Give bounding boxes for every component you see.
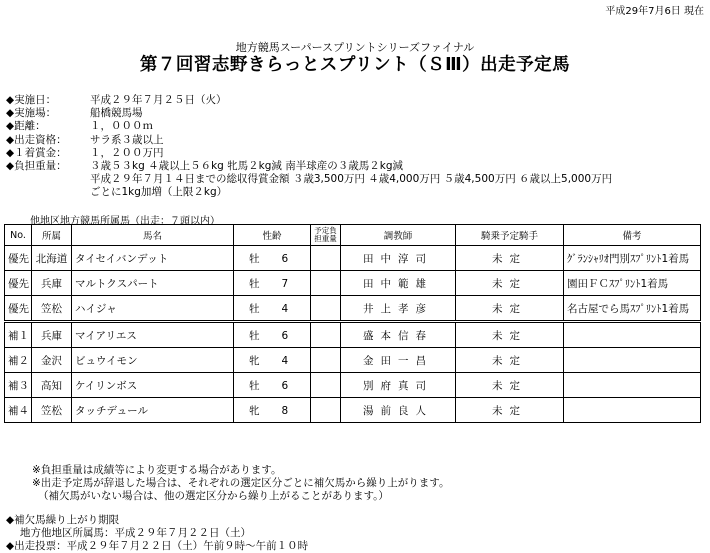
- cell-weight: [311, 398, 341, 423]
- series-name: 地方競馬スーパースプリントシリーズファイナル: [235, 41, 475, 54]
- info-value: サラ系３歳以上: [90, 133, 164, 146]
- cell-sex: 牝: [249, 404, 260, 417]
- table-row: [5, 296, 701, 322]
- cell-trainer: 金田一昌: [341, 348, 456, 373]
- info-value: １，２００万円: [90, 146, 164, 159]
- table-row: [5, 373, 701, 398]
- info-venue: [6, 107, 612, 120]
- table-header-row: [5, 225, 701, 246]
- info-distance: [6, 120, 612, 133]
- cell-no: 優先: [5, 271, 32, 296]
- cell-jockey: 未定: [456, 348, 564, 373]
- cell-no: 補４: [5, 398, 32, 423]
- cell-sex: 牡: [249, 277, 260, 290]
- cell-weight: [311, 271, 341, 296]
- info-label: ◆出走資格：: [6, 133, 67, 146]
- entries-table: [4, 224, 701, 423]
- cell-horse: マイアリエス: [72, 322, 234, 348]
- table-section-label: 他地区地方競馬所属馬（出走：７頭以内）: [30, 216, 220, 227]
- cell-sex: 牡: [249, 329, 260, 342]
- info-label: ◆１着賞金：: [6, 146, 67, 159]
- cell-jockey: 未定: [456, 373, 564, 398]
- cell-sex-age: [234, 348, 311, 373]
- cell-age: 6: [281, 329, 289, 342]
- cell-trainer: 田中範雄: [341, 271, 456, 296]
- cell-jockey: 未定: [456, 271, 564, 296]
- cell-affiliation: 高知: [32, 373, 72, 398]
- header-remarks: 備考: [564, 225, 701, 246]
- info-label: ◆実施場：: [6, 107, 57, 120]
- table-row: [5, 246, 701, 271]
- cell-affiliation: 兵庫: [32, 322, 72, 348]
- cell-jockey: 未定: [456, 322, 564, 348]
- info-label: ◆負担重量：: [6, 160, 67, 173]
- cell-affiliation: 兵庫: [32, 271, 72, 296]
- cell-horse: マルトクスパート: [72, 271, 234, 296]
- cell-remarks: 園田ＦＣｽﾌﾟﾘﾝﾄ1着馬: [564, 271, 701, 296]
- cell-affiliation: 笠松: [32, 398, 72, 423]
- info-weight-detail: 平成２９年７月１４日までの総収得賞金額 ３歳3,500万円 ４歳4,000万円 ５歳4,500万円 ６歳以上5,000万円: [90, 173, 613, 186]
- cell-sex: 牡: [249, 302, 260, 315]
- header-affiliation: 所属: [32, 225, 72, 246]
- info-prize: [6, 147, 612, 160]
- cell-trainer: 湯前良人: [341, 398, 456, 423]
- note-substitute: （補欠馬がいない場合は、他の選定区分から繰り上がることがあります。）: [38, 490, 389, 502]
- cell-affiliation: 笠松: [32, 296, 72, 322]
- cell-no: 補１: [5, 322, 32, 348]
- deadline-title: ◆補欠馬繰り上がり期限: [6, 514, 120, 526]
- header-jockey: 騎乗予定騎手: [456, 225, 564, 246]
- cell-sex-age: [234, 373, 311, 398]
- cell-sex-age: [234, 322, 311, 348]
- cell-age: 4: [281, 302, 289, 315]
- notes: [32, 464, 449, 503]
- race-info: [6, 94, 612, 200]
- cell-no: 優先: [5, 296, 32, 322]
- cell-weight: [311, 322, 341, 348]
- table-row: [5, 271, 701, 296]
- table-row: [5, 398, 701, 423]
- info-label: ◆距離：: [6, 120, 46, 133]
- cell-remarks: [564, 348, 701, 373]
- cell-age: 6: [281, 252, 289, 265]
- cell-age: 7: [281, 277, 289, 290]
- cell-trainer: 田中淳司: [341, 246, 456, 271]
- current-date: 平成29年7月6日 現在: [605, 6, 704, 17]
- page-title: 第７回習志野きらっとスプリント（ＳⅢ）出走予定馬: [139, 55, 571, 75]
- cell-age: 6: [281, 379, 289, 392]
- cell-horse: ビュウイモン: [72, 348, 234, 373]
- cell-sex-age: [234, 271, 311, 296]
- cell-age: 4: [281, 354, 289, 367]
- cell-remarks: ｸﾞﾗﾝｼｬﾘｵ門別ｽﾌﾟﾘﾝﾄ1着馬: [564, 246, 701, 271]
- info-date: [6, 94, 612, 107]
- cell-remarks: [564, 398, 701, 423]
- cell-horse: ケイリンボス: [72, 373, 234, 398]
- cell-jockey: 未定: [456, 398, 564, 423]
- cell-remarks: [564, 322, 701, 348]
- header-horse: 馬名: [72, 225, 234, 246]
- info-weight: [6, 160, 612, 173]
- cell-weight: [311, 296, 341, 322]
- info-value: １，０００ｍ: [90, 120, 153, 133]
- table-row: [5, 348, 701, 373]
- cell-weight: [311, 348, 341, 373]
- cell-weight: [311, 246, 341, 271]
- cell-horse: タイセイバンデット: [72, 246, 234, 271]
- cell-sex: 牡: [249, 252, 260, 265]
- cell-jockey: 未定: [456, 246, 564, 271]
- cell-age: 8: [281, 404, 289, 417]
- cell-remarks: 名古屋でら馬ｽﾌﾟﾘﾝﾄ1着馬: [564, 296, 701, 322]
- vote-schedule: ◆出走投票：平成２９年７月２２日（土）午前９時～午前１０時: [6, 540, 309, 552]
- cell-sex: 牝: [249, 354, 260, 367]
- cell-affiliation: 金沢: [32, 348, 72, 373]
- cell-sex-age: [234, 296, 311, 322]
- cell-sex-age: [234, 246, 311, 271]
- cell-weight: [311, 373, 341, 398]
- deadline-value: 地方他地区所属馬：平成２９年７月２２日（土）: [20, 527, 251, 539]
- cell-affiliation: 北海道: [32, 246, 72, 271]
- header-weight: 予定負担重量: [311, 225, 341, 246]
- cell-horse: ハイジャ: [72, 296, 234, 322]
- cell-no: 補３: [5, 373, 32, 398]
- cell-trainer: 別府真司: [341, 373, 456, 398]
- info-value: 船橋競馬場: [90, 107, 143, 120]
- table-row: [5, 322, 701, 348]
- cell-trainer: 盛本信春: [341, 322, 456, 348]
- cell-horse: タッチデュール: [72, 398, 234, 423]
- header-trainer: 調教師: [341, 225, 456, 246]
- schedule: [6, 514, 308, 553]
- info-weight-detail: ごとに1kg加増（上限２kg）: [90, 186, 228, 199]
- cell-no: 優先: [5, 246, 32, 271]
- header-sex-age: 性齢: [234, 225, 311, 246]
- info-eligibility: [6, 134, 612, 147]
- note-weight: ※負担重量は成績等により変更する場合があります。: [32, 464, 282, 476]
- info-value: ３歳５３kg ４歳以上５６kg 牝馬２kg減 南半球産の３歳馬２kg減: [90, 160, 403, 173]
- cell-remarks: [564, 373, 701, 398]
- cell-trainer: 井上孝彦: [341, 296, 456, 322]
- cell-no: 補２: [5, 348, 32, 373]
- cell-sex: 牡: [249, 379, 260, 392]
- header-no: No.: [5, 225, 32, 246]
- info-value: 平成２９年７月２５日（火）: [90, 94, 227, 106]
- info-label: ◆実施日：: [6, 94, 57, 106]
- note-withdrawal: ※出走予定馬が辞退した場合は、それぞれの選定区分ごとに補欠馬から繰り上がります。: [32, 477, 450, 489]
- cell-sex-age: [234, 398, 311, 423]
- cell-jockey: 未定: [456, 296, 564, 322]
